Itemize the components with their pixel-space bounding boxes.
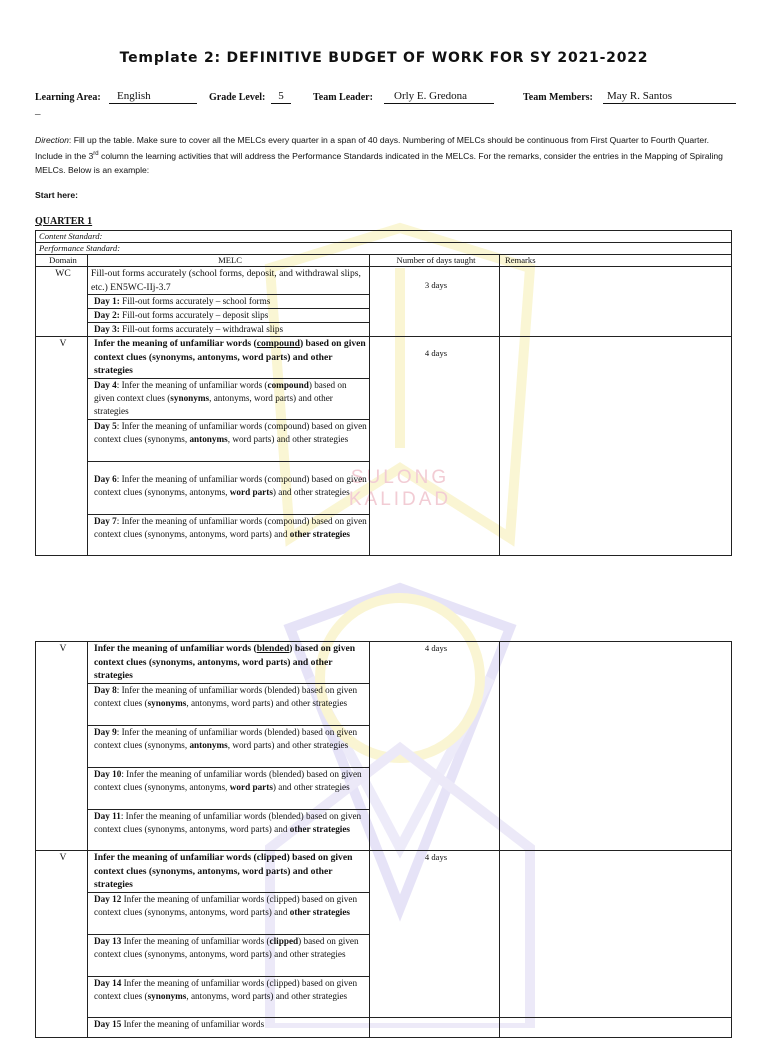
day-text: : Infer the meaning of unfamiliar words (compound) based on given context clues (synonyms, [94, 420, 367, 444]
day-emphasis: antonyms [189, 433, 228, 444]
day-label: Day 2: [94, 310, 120, 320]
day-text: Infer the meaning of unfamiliar words ( [121, 935, 270, 946]
learning-area-value: English [109, 90, 197, 104]
day-text: ) and other strategies [272, 782, 350, 792]
day-emphasis: other strategies [289, 528, 351, 539]
remarks-cell [500, 851, 732, 1018]
day-row [88, 309, 370, 323]
day-emphasis: other strategies [289, 824, 351, 834]
melc-cell [88, 337, 370, 379]
day-label: Day 11 [94, 811, 121, 821]
watermark-text-2: KALIDAD [348, 489, 452, 510]
day-text: , word parts) and other strategies [227, 740, 349, 750]
remarks-cell [500, 337, 732, 556]
day-text: : Infer the meaning of unfamiliar words (blended) based on given context clues (synonyms, antonyms, word parts) and [94, 811, 362, 834]
days-cell [370, 1017, 500, 1037]
days-cell: 3 days [370, 267, 500, 337]
day-text: ) and other strategies [272, 486, 350, 497]
day-row [88, 684, 370, 726]
header-melc: MELC [88, 255, 370, 267]
direction-text-2: column the learning activities that will address the Performance Standards indicated in the MELCs. For the remarks, consider the entries in the Mapping of Spiraling MELCs. Below is an example: [35, 150, 723, 175]
day-text: Infer the meaning of unfamiliar words (clipped) based on given context clues (synonyms, antonyms, word parts) and [94, 893, 358, 917]
watermark-text-1: SULONG [350, 467, 450, 488]
quarter-heading: QUARTER 1 [35, 216, 93, 227]
day-row [88, 726, 370, 768]
domain-cell: V [36, 337, 88, 556]
remarks-cell [500, 1017, 732, 1037]
melc-cell [88, 642, 370, 684]
domain-cell: WC [36, 267, 88, 337]
day-text: Infer the meaning of unfamiliar words [121, 1018, 265, 1029]
content-standard-label: Content Standard: [36, 231, 732, 243]
melc-cell: Infer the meaning of unfamiliar words (clipped) based on given context clues (synonyms, antonyms, word parts) and other strategies [88, 851, 370, 893]
day-label: Day 14 [94, 977, 122, 988]
day-row [88, 892, 370, 934]
team-leader-value: Orly E. Gredona [384, 90, 494, 104]
day-text: : Infer the meaning of unfamiliar words ( [116, 379, 268, 390]
day-emphasis: synonyms [170, 392, 210, 403]
direction-sup: rd [93, 151, 99, 157]
days-cell: 4 days [370, 337, 500, 556]
day-row [88, 323, 370, 337]
team-leader-label: Team Leader: [313, 92, 373, 103]
melc-keyword: blended [256, 643, 290, 654]
day-label: Day 6 [94, 473, 117, 484]
info-row [35, 90, 740, 106]
days-cell: 4 days [370, 851, 500, 1018]
grade-level-label: Grade Level: [209, 92, 266, 103]
dash-mark: – [35, 108, 41, 120]
header-remarks: Remarks [500, 255, 732, 267]
day-text: , antonyms, word parts) and other strategies [186, 990, 348, 1001]
learning-area-label: Learning Area: [35, 92, 101, 103]
melc-text: Infer the meaning of unfamiliar words ( [94, 338, 257, 349]
day-row [88, 934, 370, 976]
day-text: , antonyms, word parts) and other strategies [186, 698, 348, 708]
domain-cell: V [36, 851, 88, 1038]
remarks-cell [500, 642, 732, 851]
day-text: : Infer the meaning of unfamiliar words (blended) based on given context clues ( [94, 685, 358, 708]
day-label: Day 8 [94, 685, 117, 695]
days-cell: 4 days [370, 642, 500, 851]
day-emphasis: word parts [229, 486, 273, 497]
melc-text: ) based on given context clues (synonyms, antonyms, word parts) and other strategies [94, 338, 366, 376]
day-row [88, 378, 370, 419]
day-emphasis: word parts [229, 782, 273, 792]
day-row [88, 810, 370, 851]
day-emphasis: synonyms [147, 698, 187, 708]
day-row [88, 976, 370, 1017]
day-row [88, 768, 370, 810]
day-row [88, 461, 370, 514]
day-label: Day 3: [94, 324, 120, 334]
day-label: Day 12 [94, 893, 122, 904]
day-label: Day 10 [94, 769, 122, 779]
melc-keyword: compound [256, 338, 300, 349]
direction-label: Direction [35, 135, 69, 145]
domain-cell: V [36, 642, 88, 851]
day-label: Day 1: [94, 296, 120, 306]
day-row [88, 514, 370, 555]
day-label: Day 13 [94, 935, 122, 946]
day-text: : Infer the meaning of unfamiliar words (blended) based on given context clues (synonyms, antonyms, [94, 769, 362, 792]
day-emphasis: other strategies [289, 906, 351, 917]
day-emphasis: compound [267, 379, 309, 390]
melc-text: ) based on given context clues (synonyms, antonyms, word parts) and other strategies [94, 643, 356, 681]
day-text: ) based on given context clues ( [94, 379, 347, 403]
page-title: Template 2: DEFINITIVE BUDGET OF WORK FOR SY 2021-2022 [119, 50, 649, 66]
day-text: , antonyms, word parts) and other strategies [94, 392, 333, 416]
day-label: Day 9 [94, 727, 117, 737]
day-text: Fill-out forms accurately – withdrawal slips [119, 324, 284, 334]
melc-text: Infer the meaning of unfamiliar words ( [94, 643, 257, 654]
melc-cell: Fill-out forms accurately (school forms, deposit, and withdrawal slips, etc.) EN5WC-IIj-3.7 [88, 267, 370, 295]
direction-paragraph [35, 133, 735, 177]
grade-level-value: 5 [271, 90, 291, 104]
day-label: Day 15 [94, 1018, 122, 1029]
day-text: Fill-out forms accurately – school forms [119, 296, 271, 306]
day-emphasis: antonyms [189, 740, 228, 750]
day-text: : Infer the meaning of unfamiliar words (compound) based on given context clues (synonyms, antonyms, word parts) and [94, 515, 367, 539]
team-members-label: Team Members: [523, 92, 593, 103]
day-row [88, 419, 370, 461]
day-emphasis: synonyms [147, 990, 187, 1001]
day-text: : Infer the meaning of unfamiliar words (compound) based on given context clues (synonyms, antonyms, [94, 473, 367, 497]
day-row [88, 295, 370, 309]
start-here: Start here: [35, 190, 78, 200]
remarks-cell [500, 267, 732, 337]
day-text: Fill-out forms accurately – deposit slips [119, 310, 269, 320]
header-domain: Domain [36, 255, 88, 267]
day-text: , word parts) and other strategies [227, 433, 349, 444]
day-label: Day 7 [94, 515, 117, 526]
day-text: ) based on given context clues (synonyms, antonyms, word parts) and other strategies [94, 935, 359, 959]
budget-table-2 [35, 641, 732, 1038]
day-label: Day 4 [94, 379, 117, 390]
direction-text-1: : Fill up the table. Make sure to cover all the MELCs every quarter in a span of 40 days. Numbering of MELCs should be continuous from First Quarter to Fourth Quarter. Include in the 3 [35, 135, 709, 161]
day-emphasis: clipped [269, 935, 299, 946]
header-days: Number of days taught [370, 255, 500, 267]
day-label: Day 5 [94, 420, 117, 431]
day-row [88, 1017, 370, 1037]
team-members-value: May R. Santos [603, 90, 736, 104]
performance-standard-label: Performance Standard: [36, 243, 732, 255]
budget-table-1 [35, 230, 732, 556]
day-text: : Infer the meaning of unfamiliar words (blended) based on given context clues (synonyms, [94, 727, 358, 750]
day-text: Infer the meaning of unfamiliar words (clipped) based on given context clues ( [94, 977, 358, 1001]
